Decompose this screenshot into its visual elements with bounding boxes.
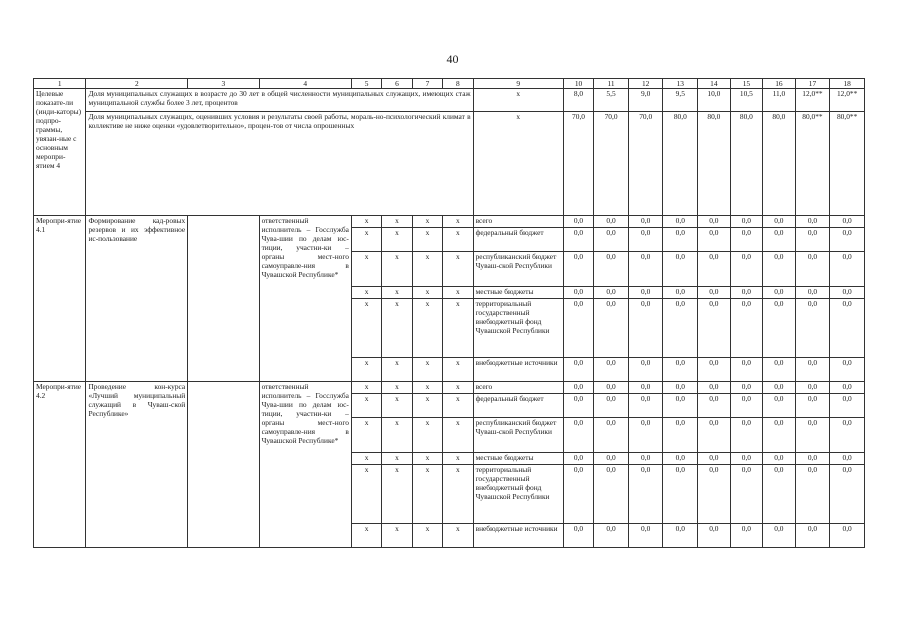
funding-value: 0,0 (563, 216, 593, 228)
funding-value: 0,0 (830, 524, 865, 548)
funding-value: 0,0 (763, 382, 796, 394)
funding-value: 0,0 (795, 524, 830, 548)
code-cell: х (351, 465, 381, 524)
header-cell: 13 (663, 79, 698, 89)
target-value: 9,0 (628, 89, 663, 112)
funding-value: 0,0 (698, 453, 731, 465)
funding-value: 0,0 (830, 299, 865, 358)
target-value: 80,0 (730, 112, 763, 216)
funding-value: 0,0 (830, 228, 865, 252)
funding-value: 0,0 (563, 299, 593, 358)
header-cell: 15 (730, 79, 763, 89)
funding-source: всего (473, 382, 563, 394)
code-cell: х (382, 382, 412, 394)
code-cell: х (382, 524, 412, 548)
code-cell: х (412, 394, 442, 418)
funding-value: 0,0 (830, 252, 865, 287)
funding-value: 0,0 (795, 465, 830, 524)
funding-value: 0,0 (698, 418, 731, 453)
funding-value: 0,0 (698, 524, 731, 548)
funding-value: 0,0 (795, 453, 830, 465)
code-cell: х (382, 465, 412, 524)
event-name: Проведение кон-курса «Лучший муниципальный служащий в Чуваш-ской Республике» (86, 382, 188, 548)
target-row (34, 112, 865, 216)
event-label: Меропри-ятие 4.2 (34, 382, 86, 548)
header-cell: 16 (763, 79, 796, 89)
funding-value: 0,0 (763, 252, 796, 287)
funding-value: 0,0 (795, 299, 830, 358)
event-label: Меропри-ятие 4.1 (34, 216, 86, 382)
code-cell: х (382, 358, 412, 382)
header-cell: 4 (259, 79, 351, 89)
funding-value: 0,0 (730, 216, 763, 228)
funding-value: 0,0 (763, 453, 796, 465)
code-cell: х (382, 216, 412, 228)
targets-label: Целевые показате-ли (инди-каторы) подпро-граммы, увязан-ные с основным меропри-ятием 4 (34, 89, 86, 216)
funding-value: 0,0 (830, 465, 865, 524)
target-value: 5,5 (594, 89, 629, 112)
funding-value: 0,0 (563, 418, 593, 453)
funding-source: федеральный бюджет (473, 228, 563, 252)
target-value: 80,0** (795, 112, 830, 216)
code-cell: х (443, 382, 473, 394)
header-cell: 18 (830, 79, 865, 89)
code-cell: х (443, 524, 473, 548)
funding-value: 0,0 (563, 382, 593, 394)
target-text: Доля муниципальных служащих в возрасте до 30 лет в общей численности муниципальных служащих, имеющих стаж муниципальной службы более 3 лет, процентов (86, 89, 473, 112)
funding-value: 0,0 (563, 287, 593, 299)
header-cell: 2 (86, 79, 188, 89)
target-value: 80,0 (663, 112, 698, 216)
code-cell: х (382, 394, 412, 418)
funding-value: 0,0 (698, 465, 731, 524)
target-x: х (473, 89, 563, 112)
funding-value: 0,0 (663, 287, 698, 299)
funding-value: 0,0 (663, 228, 698, 252)
target-value: 10,0 (698, 89, 731, 112)
funding-value: 0,0 (830, 287, 865, 299)
funding-value: 0,0 (663, 465, 698, 524)
header-cell: 12 (628, 79, 663, 89)
target-value: 11,0 (763, 89, 796, 112)
code-cell: х (412, 299, 442, 358)
funding-value: 0,0 (795, 394, 830, 418)
code-cell: х (443, 216, 473, 228)
funding-value: 0,0 (830, 358, 865, 382)
target-value: 10,5 (730, 89, 763, 112)
funding-value: 0,0 (594, 216, 629, 228)
funding-value: 0,0 (730, 465, 763, 524)
code-cell: х (351, 453, 381, 465)
funding-value: 0,0 (795, 252, 830, 287)
header-cell: 10 (563, 79, 593, 89)
code-cell: х (443, 299, 473, 358)
funding-value: 0,0 (563, 453, 593, 465)
funding-value: 0,0 (730, 252, 763, 287)
funding-value: 0,0 (698, 394, 731, 418)
target-value: 9,5 (663, 89, 698, 112)
funding-value: 0,0 (730, 418, 763, 453)
code-cell: х (382, 287, 412, 299)
funding-value: 0,0 (763, 524, 796, 548)
event-name: Формирование кад-ровых резервов и их эффективное ис-пользование (86, 216, 188, 382)
funding-row (34, 382, 865, 394)
funding-value: 0,0 (663, 252, 698, 287)
event-executor: ответственный исполнитель – Госслужба Чува-шии по делам юс-тиции, участни-ки – органы мест-ного самоуправле-ния в Чувашской Республике* (259, 382, 351, 548)
code-cell: х (351, 287, 381, 299)
funding-value: 0,0 (628, 299, 663, 358)
funding-value: 0,0 (628, 453, 663, 465)
funding-source: местные бюджеты (473, 453, 563, 465)
funding-value: 0,0 (763, 418, 796, 453)
code-cell: х (382, 418, 412, 453)
code-cell: х (412, 228, 442, 252)
funding-value: 0,0 (663, 382, 698, 394)
funding-source: республиканский бюджет Чуваш-ской Республики (473, 418, 563, 453)
code-cell: х (351, 358, 381, 382)
funding-value: 0,0 (763, 394, 796, 418)
target-value: 80,0 (698, 112, 731, 216)
header-cell: 8 (443, 79, 473, 89)
funding-value: 0,0 (763, 216, 796, 228)
funding-value: 0,0 (795, 216, 830, 228)
code-cell: х (351, 216, 381, 228)
funding-value: 0,0 (698, 382, 731, 394)
funding-value: 0,0 (594, 358, 629, 382)
funding-value: 0,0 (763, 228, 796, 252)
funding-value: 0,0 (594, 382, 629, 394)
code-cell: х (382, 252, 412, 287)
code-cell: х (412, 382, 442, 394)
funding-value: 0,0 (628, 465, 663, 524)
funding-value: 0,0 (795, 287, 830, 299)
code-cell: х (412, 287, 442, 299)
funding-source: республиканский бюджет Чуваш-ской Республики (473, 252, 563, 287)
funding-source: местные бюджеты (473, 287, 563, 299)
funding-value: 0,0 (563, 394, 593, 418)
funding-value: 0,0 (698, 358, 731, 382)
funding-value: 0,0 (698, 252, 731, 287)
funding-value: 0,0 (563, 465, 593, 524)
target-value: 80,0** (830, 112, 865, 216)
funding-value: 0,0 (730, 453, 763, 465)
funding-value: 0,0 (698, 228, 731, 252)
header-cell: 11 (594, 79, 629, 89)
funding-value: 0,0 (594, 287, 629, 299)
funding-value: 0,0 (663, 394, 698, 418)
funding-value: 0,0 (730, 358, 763, 382)
funding-value: 0,0 (628, 394, 663, 418)
funding-value: 0,0 (628, 228, 663, 252)
code-cell: х (412, 453, 442, 465)
target-value: 70,0 (594, 112, 629, 216)
funding-value: 0,0 (698, 216, 731, 228)
funding-value: 0,0 (663, 299, 698, 358)
program-table (33, 78, 865, 548)
target-value: 8,0 (563, 89, 593, 112)
funding-value: 0,0 (563, 524, 593, 548)
header-cell: 6 (382, 79, 412, 89)
funding-source: внебюджетные источники (473, 524, 563, 548)
code-cell: х (443, 287, 473, 299)
funding-value: 0,0 (698, 287, 731, 299)
funding-source: территориальный государственный внебюджетный фонд Чувашской Республики (473, 299, 563, 358)
header-cell: 9 (473, 79, 563, 89)
code-cell: х (443, 418, 473, 453)
funding-value: 0,0 (563, 228, 593, 252)
funding-value: 0,0 (663, 453, 698, 465)
funding-value: 0,0 (628, 524, 663, 548)
funding-value: 0,0 (594, 418, 629, 453)
funding-value: 0,0 (730, 394, 763, 418)
funding-value: 0,0 (795, 382, 830, 394)
funding-value: 0,0 (594, 299, 629, 358)
funding-value: 0,0 (563, 252, 593, 287)
funding-value: 0,0 (830, 382, 865, 394)
funding-value: 0,0 (730, 228, 763, 252)
funding-value: 0,0 (663, 358, 698, 382)
funding-value: 0,0 (663, 418, 698, 453)
code-cell: х (351, 394, 381, 418)
code-cell: х (351, 228, 381, 252)
target-x: х (473, 112, 563, 216)
funding-value: 0,0 (563, 358, 593, 382)
funding-value: 0,0 (663, 524, 698, 548)
code-cell: х (351, 382, 381, 394)
code-cell: х (351, 299, 381, 358)
code-cell: х (382, 299, 412, 358)
funding-value: 0,0 (763, 287, 796, 299)
funding-source: всего (473, 216, 563, 228)
code-cell: х (443, 228, 473, 252)
header-cell: 5 (351, 79, 381, 89)
funding-source: федеральный бюджет (473, 394, 563, 418)
header-cell: 14 (698, 79, 731, 89)
funding-value: 0,0 (594, 228, 629, 252)
header-cell: 17 (795, 79, 830, 89)
funding-value: 0,0 (698, 299, 731, 358)
funding-row (34, 216, 865, 228)
funding-source: внебюджетные источники (473, 358, 563, 382)
funding-value: 0,0 (763, 299, 796, 358)
code-cell: х (443, 394, 473, 418)
event-empty (188, 216, 259, 382)
funding-value: 0,0 (830, 394, 865, 418)
funding-value: 0,0 (763, 465, 796, 524)
code-cell: х (412, 216, 442, 228)
funding-value: 0,0 (795, 228, 830, 252)
header-cell: 1 (34, 79, 86, 89)
header-cell: 7 (412, 79, 442, 89)
funding-value: 0,0 (628, 287, 663, 299)
funding-value: 0,0 (594, 465, 629, 524)
code-cell: х (443, 252, 473, 287)
target-value: 12,0** (830, 89, 865, 112)
page-number: 40 (446, 52, 459, 66)
code-cell: х (382, 228, 412, 252)
funding-value: 0,0 (795, 418, 830, 453)
target-value: 70,0 (563, 112, 593, 216)
funding-value: 0,0 (628, 382, 663, 394)
funding-value: 0,0 (628, 252, 663, 287)
funding-value: 0,0 (628, 216, 663, 228)
code-cell: х (382, 453, 412, 465)
code-cell: х (351, 418, 381, 453)
code-cell: х (351, 524, 381, 548)
code-cell: х (443, 453, 473, 465)
funding-value: 0,0 (594, 394, 629, 418)
funding-value: 0,0 (594, 453, 629, 465)
code-cell: х (412, 358, 442, 382)
event-empty (188, 382, 259, 548)
funding-value: 0,0 (730, 382, 763, 394)
funding-value: 0,0 (830, 216, 865, 228)
funding-value: 0,0 (730, 299, 763, 358)
code-cell: х (412, 252, 442, 287)
funding-value: 0,0 (594, 524, 629, 548)
funding-source: территориальный государственный внебюджетный фонд Чувашской Республики (473, 465, 563, 524)
funding-value: 0,0 (830, 453, 865, 465)
event-executor: ответственный исполнитель – Госслужба Чува-шии по делам юс-тиции, участни-ки – органы мест-ного самоуправле-ния в Чувашской Республике* (259, 216, 351, 382)
funding-value: 0,0 (663, 216, 698, 228)
target-value: 70,0 (628, 112, 663, 216)
funding-value: 0,0 (763, 358, 796, 382)
code-cell: х (443, 358, 473, 382)
code-cell: х (443, 465, 473, 524)
code-cell: х (412, 465, 442, 524)
code-cell: х (351, 252, 381, 287)
header-cell: 3 (188, 79, 259, 89)
funding-value: 0,0 (730, 287, 763, 299)
header-row (34, 79, 865, 89)
funding-value: 0,0 (628, 358, 663, 382)
target-row (34, 89, 865, 112)
target-value: 12,0** (795, 89, 830, 112)
funding-value: 0,0 (830, 418, 865, 453)
code-cell: х (412, 524, 442, 548)
funding-value: 0,0 (594, 252, 629, 287)
target-value: 80,0 (763, 112, 796, 216)
funding-value: 0,0 (795, 358, 830, 382)
funding-value: 0,0 (730, 524, 763, 548)
code-cell: х (412, 418, 442, 453)
funding-value: 0,0 (628, 418, 663, 453)
target-text: Доля муниципальных служащих, оценивших условия и результаты своей работы, мораль-но-психологический климат в коллективе не ниже оценки «удовлетворительно», процен-тов от числа опрошенных (86, 112, 473, 216)
